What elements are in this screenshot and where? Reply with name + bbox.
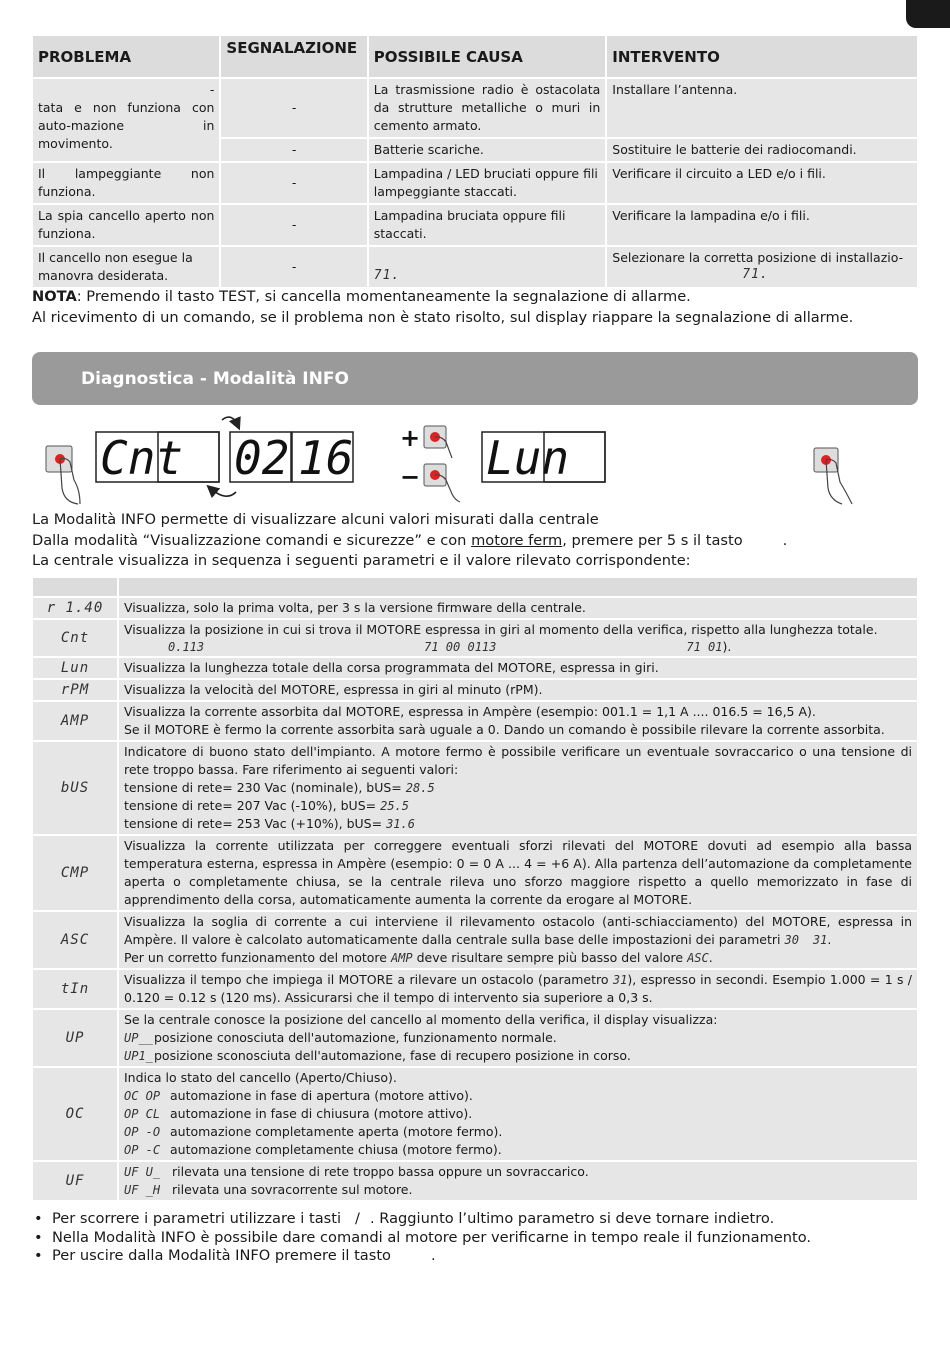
troubleshooting-table (31, 34, 919, 289)
cell-intervento: Sostituire le batterie dei radiocomandi. (607, 139, 917, 161)
page-corner-tab (906, 0, 950, 28)
plus-minus-keys-icon (400, 424, 460, 502)
header-intervento: INTERVENTO (607, 36, 917, 77)
param-code: Lun (33, 658, 117, 678)
desc-line: Indicatore di buono stato dell'impianto. A motore fermo è possibile verificare un eventuale sovraccarico o una tensione di rete troppo bassa. Fare riferimento ai seguenti valori: (124, 744, 912, 777)
param-code: OC (33, 1068, 117, 1160)
state-text: automazione in fase di chiusura (motore attivo). (170, 1106, 473, 1121)
param-code: UF (33, 1162, 117, 1200)
cell-problema: Il lampeggiante non funziona. (33, 163, 219, 203)
state-code: OC OP (124, 1089, 161, 1103)
table-row (33, 912, 917, 968)
desc-line: Visualizza la corrente assorbita dal MOTORE, espressa in Ampère (esempio: 001.1 = 1,1 A .... 016.5 = 16,5 A). (124, 704, 816, 719)
state-text: automazione in fase di apertura (motore attivo). (170, 1088, 473, 1103)
header-causa: POSSIBILE CAUSA (369, 36, 606, 77)
desc-line: Per un corretto funzionamento del motore (124, 950, 391, 965)
display-cnt (96, 417, 353, 496)
cell-problema: La spia cancello aperto non funziona. (33, 205, 219, 245)
note-block (32, 286, 853, 328)
param-code: r 1.40 (33, 598, 117, 618)
value-label: tensione di rete= 253 Vac (+10%), bUS= (124, 816, 387, 831)
param-desc (119, 742, 917, 834)
param-desc (119, 1010, 917, 1066)
param-desc (119, 1162, 917, 1200)
value-label: tensione di rete= 207 Vac (-10%), bUS= (124, 798, 381, 813)
table-row (33, 205, 917, 245)
table-row (33, 836, 917, 910)
desc-line: Visualizza la posizione in cui si trova il MOTORE espressa in giri al momento della verifica, rispetto alla lunghezza totale. (124, 622, 878, 637)
param-desc: Visualizza la velocità del MOTORE, espressa in giri al minuto (rPM). (119, 680, 917, 700)
header-problema: PROBLEMA (33, 36, 219, 77)
state-text: posizione sconosciuta dell'automazione, fase di recupero posizione in corso. (154, 1048, 631, 1063)
example-code: 0.113 (168, 640, 205, 654)
inline-code: ASC (687, 951, 709, 965)
table-row (33, 1010, 917, 1066)
desc-tail: . (708, 950, 713, 965)
cell-segnalazione: - (221, 247, 366, 287)
plus-sign: + (400, 424, 421, 452)
display-lun (482, 431, 605, 485)
inline-code: 31 (812, 933, 828, 947)
intro-line-2u: motore ferm (471, 531, 563, 549)
note-label: NOTA (32, 288, 77, 305)
state-code: OP CL (124, 1107, 161, 1121)
desc-line: deve risultare sempre più basso del valore (412, 950, 688, 965)
cell-causa: Lampadina bruciata oppure fili staccati. (369, 205, 606, 245)
display-code: 71. (742, 267, 769, 282)
info-parameters-table (31, 576, 919, 1202)
state-text: automazione completamente chiusa (motore fermo). (170, 1142, 502, 1157)
example-code: 71 00 0113 (424, 640, 497, 654)
header-segnalazione: SEGNALAZIONE (221, 36, 366, 77)
table-row (33, 658, 917, 678)
cell-causa: Lampadina / LED bruciati oppure fili lampeggiante staccati. (369, 163, 606, 203)
param-desc: Visualizza la lunghezza totale della corsa programmata del MOTORE, espressa in giri. (119, 658, 917, 678)
state-code: UP1_ (124, 1049, 153, 1063)
table-row (33, 702, 917, 740)
cell-causa: La trasmissione radio è ostacolata da strutture metalliche o muri in cemento armato. (369, 79, 606, 137)
section-banner (32, 352, 918, 405)
state-code: OP -O (124, 1125, 161, 1139)
cell-segnalazione: - (221, 163, 366, 203)
intro-line-2a: Dalla modalità “Visualizzazione comandi e sicurezze” e con (32, 531, 472, 549)
display-a-code: Cnt (100, 431, 184, 485)
param-desc (119, 702, 917, 740)
table-row (33, 680, 917, 700)
bullet-list (32, 1210, 811, 1266)
param-desc (119, 912, 917, 968)
cell-intervento (607, 247, 917, 287)
desc-tail: . (827, 932, 832, 947)
intervento-text: Selezionare la corretta posizione di installazio- (612, 250, 904, 265)
cell-segnalazione: - (221, 139, 366, 161)
cell-causa (369, 247, 606, 287)
display-a-hi: 02 (234, 431, 290, 485)
param-desc (119, 970, 917, 1008)
intro-line-2end: . (782, 531, 788, 549)
state-code: UF _H (124, 1183, 161, 1197)
table-row (33, 1068, 917, 1160)
cell-intervento: Verificare il circuito a LED e/o i fili. (607, 163, 917, 203)
state-text: automazione completamente aperta (motore fermo). (170, 1124, 503, 1139)
state-code: OP -C (124, 1143, 161, 1157)
table-row (33, 970, 917, 1008)
problema-text: tata e non funziona con auto-mazione in movimento. (38, 100, 215, 151)
cell-problema (33, 79, 219, 161)
param-desc (119, 1068, 917, 1160)
table-row (33, 620, 917, 656)
table-row (33, 1162, 917, 1200)
value-code: 25.5 (380, 799, 409, 813)
desc-tail: ). (722, 639, 732, 654)
table-row (33, 598, 917, 618)
diagram-svg (0, 410, 950, 510)
problema-prefix: - (209, 82, 215, 97)
desc-line: ), espresso in secondi. Esempio 1.000 = 1 s / 0.120 = 0.12 s (120 ms). Assicurarsi che il tempo di intervento sia superiore a 0,3 s. (124, 972, 913, 1005)
param-code: bUS (33, 742, 117, 834)
param-code: CMP (33, 836, 117, 910)
display-a-lo: 16 (298, 431, 354, 485)
intro-line-2b: , premere per 5 s il tasto (562, 531, 743, 549)
finger-press-icon (46, 446, 80, 504)
cell-segnalazione: - (221, 205, 366, 245)
display-b-code: Lun (486, 431, 570, 485)
desc-line: Visualizza la soglia di corrente a cui interviene il rilevamento ostacolo (anti-schiacciamento) del MOTORE, espressa in Ampère. Il valore è calcolato automaticamente dalla centrale sulla base delle impostazioni dei parametri (124, 914, 912, 947)
value-code: 31.6 (386, 817, 415, 831)
param-code: tIn (33, 970, 117, 1008)
note-line-2: Al ricevimento di un comando, se il problema non è stato risolto, sul display riappare la segnalazione di allarme. (32, 309, 854, 326)
list-item: • Per uscire dalla Modalità INFO premere il tasto . (32, 1247, 811, 1266)
table-row (33, 163, 917, 203)
table-row (33, 742, 917, 834)
state-text: rilevata una sovracorrente sul motore. (172, 1182, 413, 1197)
state-code: UP__ (124, 1031, 153, 1045)
param-desc: Visualizza, solo la prima volta, per 3 s la versione firmware della centrale. (119, 598, 917, 618)
list-item: • Per scorrere i parametri utilizzare i tasti / . Raggiunto l’ultimo parametro si deve tornare indietro. (32, 1210, 811, 1229)
param-desc: Visualizza la corrente utilizzata per correggere eventuali sforzi rilevati del MOTORE dovuti ad esempio alla bassa temperatura esterna, espressa in Ampère (esempio: 0 = 0 A ... 4 = +6 A). Alla partenza dell’automazione da completamente aperta o completamente chiusa, se la centrale rileva uno sforzo maggiore rispetto a quello memorizzato in fase di apprendimento della corsa, automaticamente aumenta la corrente da erogare al MOTORE. (119, 836, 917, 910)
table-header (33, 578, 917, 596)
desc-line: Indica lo stato del cancello (Aperto/Chiuso). (124, 1070, 397, 1085)
desc-line: Se il MOTORE è fermo la corrente assorbita sarà uguale a 0. Dando un comando è possibile rilevare la corrente assorbita. (124, 722, 885, 737)
inline-code: 30 (784, 933, 799, 947)
param-code: rPM (33, 680, 117, 700)
cell-causa: Batterie scariche. (369, 139, 606, 161)
cell-problema: Il cancello non esegue la manovra desiderata. (33, 247, 219, 287)
param-code: ASC (33, 912, 117, 968)
desc-line: Se la centrale conosce la posizione del cancello al momento della verifica, il display visualizza: (124, 1012, 718, 1027)
cell-intervento: Verificare la lampadina e/o i fili. (607, 205, 917, 245)
section-title: Diagnostica - Modalità INFO (81, 369, 349, 389)
cycle-arrow-icon (210, 488, 236, 496)
table-row (33, 79, 917, 137)
param-desc (119, 620, 917, 656)
table-header (33, 36, 917, 77)
state-text: posizione conosciuta dell'automazione, funzionamento normale. (154, 1030, 557, 1045)
intro-text (32, 510, 787, 572)
note-line-1: : Premendo il tasto TEST, si cancella momentaneamente la segnalazione di allarme. (76, 288, 691, 305)
value-code: 28.5 (405, 781, 435, 795)
finger-press-icon (814, 448, 852, 504)
value-label: tensione di rete= 230 Vac (nominale), bUS= (124, 780, 406, 795)
param-code: AMP (33, 702, 117, 740)
info-mode-diagram (0, 410, 950, 510)
state-code: UF U_ (124, 1165, 161, 1179)
cell-segnalazione: - (221, 79, 366, 137)
intro-line-3: La centrale visualizza in sequenza i seguenti parametri e il valore rilevato corrispondente: (32, 552, 691, 569)
cycle-arrow-icon (222, 417, 238, 426)
example-code: 71 01 (686, 640, 723, 654)
desc-line: Visualizza il tempo che impiega il MOTORE a rilevare un ostacolo (parametro (124, 972, 613, 987)
param-code: UP (33, 1010, 117, 1066)
list-item: • Nella Modalità INFO è possibile dare comandi al motore per verificarne in tempo reale il funzionamento. (32, 1229, 811, 1248)
inline-code: 31 (612, 973, 628, 987)
display-code: 71. (373, 268, 401, 283)
minus-sign: − (400, 463, 421, 491)
param-code: Cnt (33, 620, 117, 656)
inline-code: AMP (390, 951, 413, 965)
intro-line-1: La Modalità INFO permette di visualizzare alcuni valori misurati dalla centrale (32, 511, 599, 528)
state-text: rilevata una tensione di rete troppo bassa oppure un sovraccarico. (172, 1164, 589, 1179)
cell-intervento: Installare l’antenna. (607, 79, 917, 137)
table-row (33, 247, 917, 287)
